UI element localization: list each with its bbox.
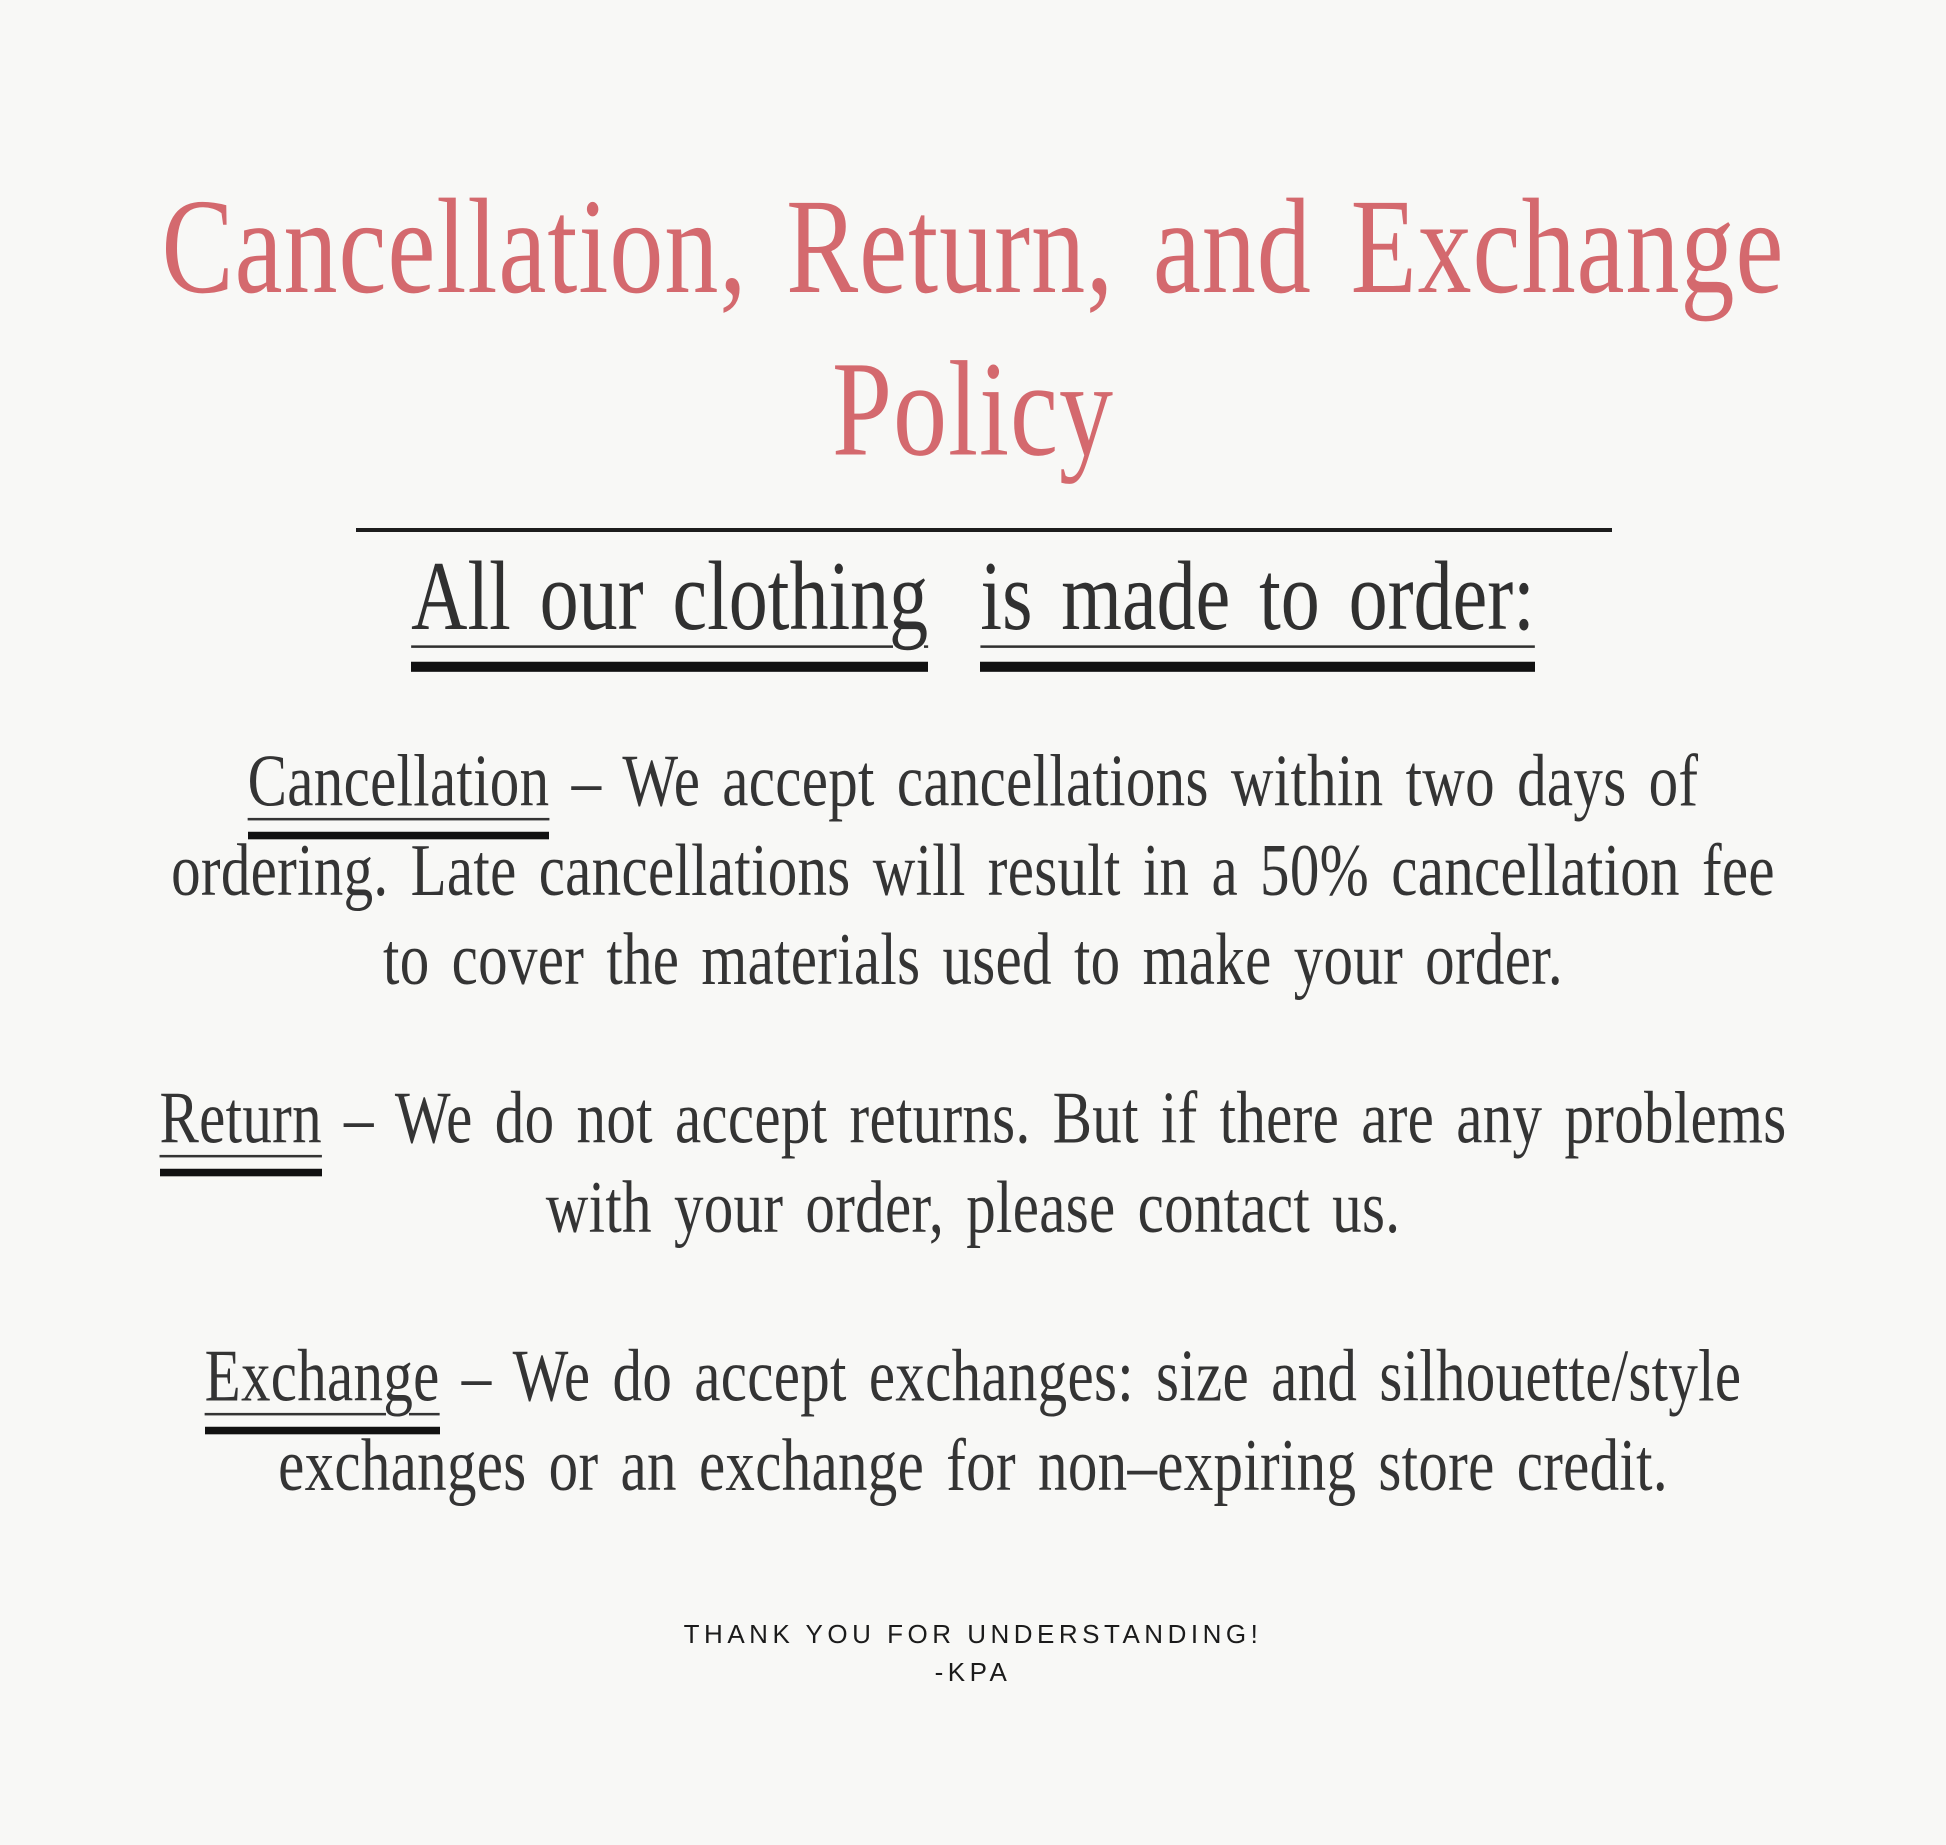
cancellation-line-1 — [0, 736, 1946, 825]
cancellation-line-3: to cover the materials used to make your order. — [383, 917, 1563, 1001]
exchange-line-1-rest: – We do accept exchanges: size and silhouette/style — [461, 1333, 1742, 1417]
subtitle — [0, 537, 1946, 655]
page-title — [0, 166, 1946, 491]
page-title-line-2: Policy — [831, 334, 1114, 485]
exchange-paragraph — [0, 1331, 1946, 1510]
cancellation-line-2: ordering. Late cancellations will result in a 50% cancellation fee — [171, 827, 1775, 912]
footer-thanks-text: THANK YOU FOR UNDERSTANDING! — [683, 1619, 1263, 1649]
exchange-lead-word: Exchange — [205, 1334, 440, 1435]
subtitle-part-1: All our clothing — [411, 541, 928, 672]
return-paragraph — [0, 1073, 1946, 1252]
cancellation-lead-word: Cancellation — [248, 739, 550, 840]
footer-signature: -KPA — [934, 1657, 1012, 1687]
return-lead-word: Return — [160, 1076, 322, 1177]
exchange-line-2: exchanges or an exchange for non–expiring store credit. — [278, 1422, 1668, 1507]
cancellation-line-1-rest: – We accept cancellations within two days of — [571, 738, 1699, 822]
subtitle-part-2: is made to order: — [980, 541, 1534, 672]
return-line-2: with your order, please contact us. — [545, 1164, 1401, 1249]
return-line-1 — [0, 1073, 1946, 1162]
cancellation-paragraph — [0, 736, 1946, 1004]
return-line-1-rest: – We do not accept returns. But if there are any problems — [344, 1075, 1787, 1159]
footer-note — [0, 1615, 1946, 1691]
exchange-line-1 — [0, 1331, 1946, 1420]
title-divider — [356, 528, 1612, 532]
page-title-line-1: Cancellation, Return, and Exchange — [161, 172, 1785, 323]
